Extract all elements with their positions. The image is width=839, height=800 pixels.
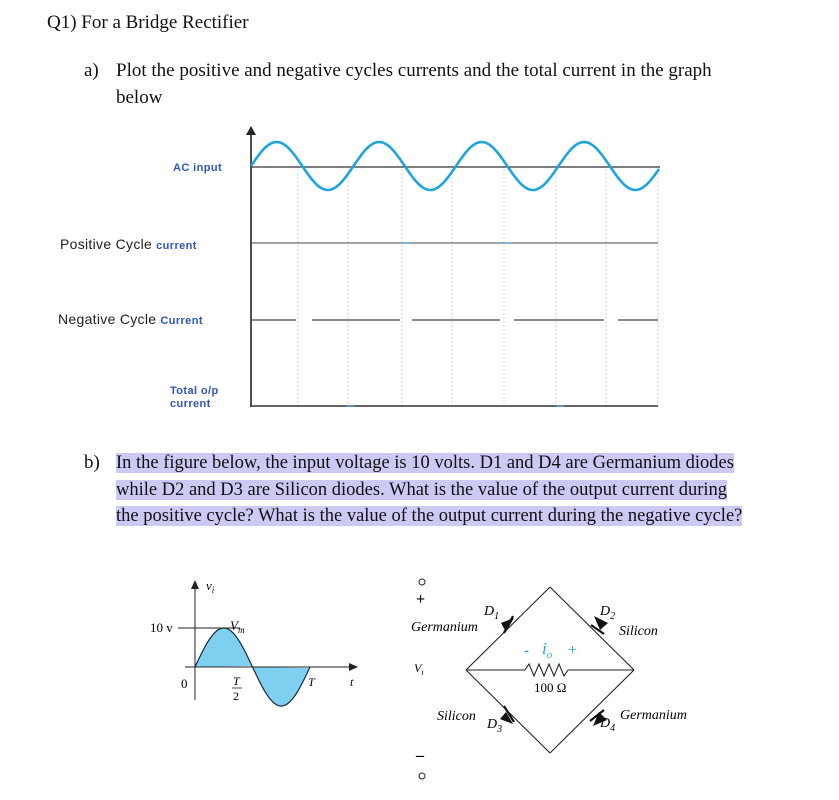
- terminal-top: [419, 579, 425, 585]
- part-a-text-line1: Plot the positive and negative cycles currents and the total current in the graph: [116, 60, 712, 81]
- d4-type: Germanium: [620, 708, 687, 723]
- part-b-line2: while D2 and D3 are Silicon diodes. What is the value of the output current during: [116, 479, 728, 500]
- amplitude-label: 10 v: [150, 620, 173, 635]
- wave-y-arrow: [191, 580, 199, 589]
- part-b-label: b): [84, 452, 100, 473]
- d4-label: $D_4$: [600, 716, 616, 734]
- negative-current-text: Current: [160, 315, 203, 327]
- bridge-circuit: [400, 570, 720, 785]
- input-minus: –: [416, 747, 424, 764]
- zero-label: 0: [181, 676, 188, 691]
- y-axis-arrow: [246, 126, 256, 135]
- negative-cycle-text: Negative Cycle: [58, 311, 157, 327]
- resistor-value: 100 Ω: [534, 680, 567, 695]
- input-waveform: [140, 570, 370, 720]
- part-b-text: [116, 450, 816, 530]
- d3-label: $D_3$: [487, 717, 503, 735]
- d2-type: Silicon: [619, 624, 658, 639]
- io-minus: -: [524, 643, 529, 659]
- positive-current-text: current: [156, 240, 197, 252]
- io-label: $i_o$: [542, 639, 553, 661]
- half-period-num: T: [233, 674, 240, 688]
- wave-vi-label: $v_i$: [206, 578, 215, 595]
- question-title: Q1) For a Bridge Rectifier: [47, 12, 249, 33]
- d3-type: Silicon: [437, 709, 476, 724]
- wave-x-arrow: [349, 663, 358, 671]
- input-plus: +: [416, 591, 426, 608]
- d2-label: $D_2$: [600, 604, 616, 622]
- circuit-vi-label: $V_i$: [414, 661, 424, 677]
- part-b-line1: In the figure below, the input voltage is 10 volts. D1 and D4 are Germanium diodes: [116, 453, 734, 473]
- terminal-bottom: [419, 773, 425, 779]
- load-resistor: [525, 664, 568, 676]
- part-a-text-line2: below: [116, 87, 163, 108]
- grid-lines: [298, 165, 658, 406]
- positive-cycle-text: Positive Cycle: [60, 236, 153, 252]
- d1-label: $D_1$: [484, 604, 500, 622]
- total-output-line1: Total o/p: [170, 385, 219, 397]
- period-label: T: [308, 675, 315, 689]
- ac-input-label: AC input: [173, 162, 223, 174]
- half-period-den: 2: [233, 689, 239, 703]
- total-output-line2: current: [170, 398, 211, 410]
- part-a-label: a): [84, 60, 99, 81]
- io-plus: +: [568, 642, 578, 659]
- d1-type: Germanium: [411, 620, 478, 635]
- ac-input-wave: [251, 142, 659, 190]
- time-label: t: [350, 675, 354, 689]
- vm-label: $V_m$: [230, 618, 245, 635]
- part-b-line3: the positive cycle? What is the value of the output current during the negative cycle?: [116, 506, 743, 526]
